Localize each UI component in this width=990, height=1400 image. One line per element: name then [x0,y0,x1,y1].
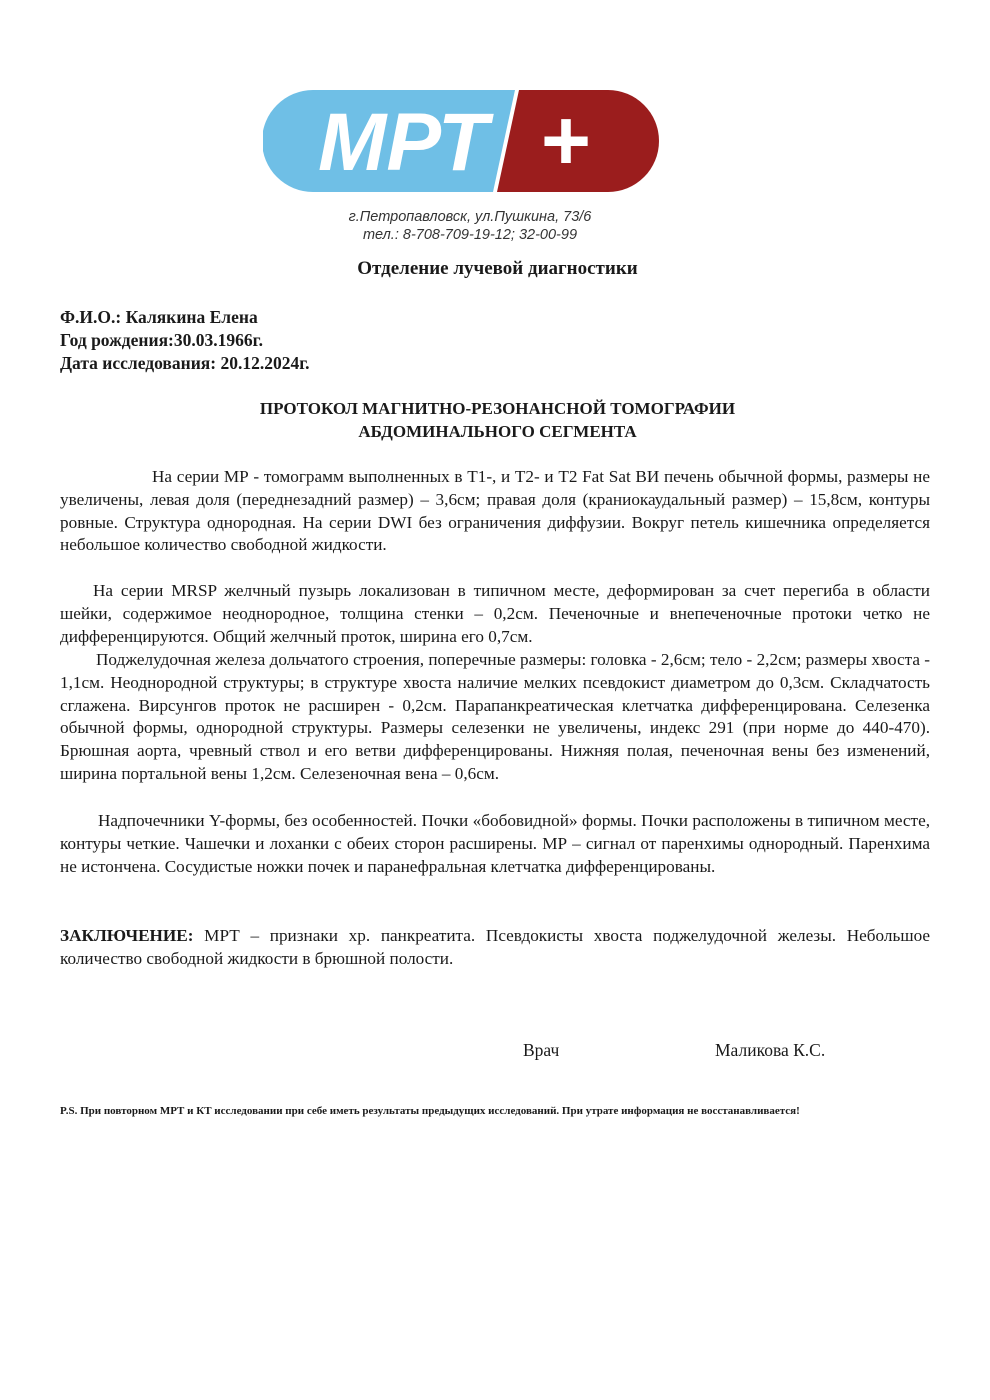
findings-pancreas: Поджелудочная железа дольчатого строения, поперечные размеры: головка - 2,6см; тело - 2,2см; размеры хвоста - 1,1см. Неоднородной структуры; в структуре хвоста наличие мелких псевдокист диаметром до 0,3см. Складчатость сглажена. Вирсунгов проток не расширен - 0,2см. Парапанкреатическая клетчатка дифференцирована. Селезенка обычной формы, однородной структуры. Размеры селезенки не увеличены, индекс 291 (при норме до 440-470). Брюшная аорта, чревный ствол и его ветви дифференцированы. Нижняя полая, печеночная вены без изменений, ширина портальной вены 1,2см. Селезеночная вена – 0,6см. [60,650,930,783]
clinic-phone: тел.: 8-708-709-19-12; 32-00-99 [362,227,578,243]
findings-gallbladder: На серии MRSP желчный пузырь локализован в типичном месте, деформирован за счет перегиба в области шейки, содержимое неоднородное, толщина стенки – 0,2см. Печеночные и внепеченочные протоки четко не дифференцируются. Общий желчный проток, ширина его 0,7см. [60,581,930,646]
logo-plus-symbol: + [540,93,592,189]
conclusion-label: ЗАКЛЮЧЕНИЕ: [60,926,194,945]
protocol-title-line1: ПРОТОКОЛ МАГНИТНО-РЕЗОНАНСНОЙ ТОМОГРАФИИ [259,399,736,418]
conclusion-text: МРТ – признаки хр. панкреатита. Псевдокисты хвоста поджелудочной железы. Небольшое количество свободной жидкости в брюшной полости. [60,926,930,968]
logo-text: МРТ [318,97,488,188]
footer-note: P.S. При повторном МРТ и КТ исследовании при себе иметь результаты предыдущих исследований. При утрате информация не восстанавливается! [60,1105,800,1117]
exam-date: Дата исследования: 20.12.2024г. [60,353,310,373]
department-title: Отделение лучевой диагностики [357,258,638,279]
mrt-plus-logo [263,88,663,194]
doctor-role: Врач [523,1040,560,1060]
doctor-name: Маликова К.С. [715,1040,826,1060]
findings-liver: На серии МР - томограмм выполненных в Т1-, и Т2- и Т2 Fat Sat ВИ печень обычной формы, размеры не увеличены, левая доля (переднезадний размер) – 3,6см; правая доля (краниокаудальный размер) – 15,8см, контуры ровные. Структура однородная. На серии DWI без ограничения диффузии. Вокруг петель кишечника определяется небольшое количество свободной жидкости. [60,467,930,555]
patient-name: Ф.И.О.: Калякина Елена [60,307,258,327]
conclusion [60,925,930,971]
patient-birth-date: Год рождения:30.03.1966г. [60,330,263,350]
clinic-address: г.Петропавловск, ул.Пушкина, 73/6 [348,209,592,225]
findings-kidneys: Надпочечники Y-формы, без особенностей. Почки «бобовидной» формы. Почки расположены в типичном месте, контуры четкие. Чашечки и лоханки с обеих сторон расширены. МР – сигнал от паренхимы однородный. Паренхима не истончена. Сосудистые ножки почек и паранефральная клетчатка дифференцированы. [60,811,930,876]
protocol-title-line2: АБДОМИНАЛЬНОГО СЕГМЕНТА [358,422,637,441]
